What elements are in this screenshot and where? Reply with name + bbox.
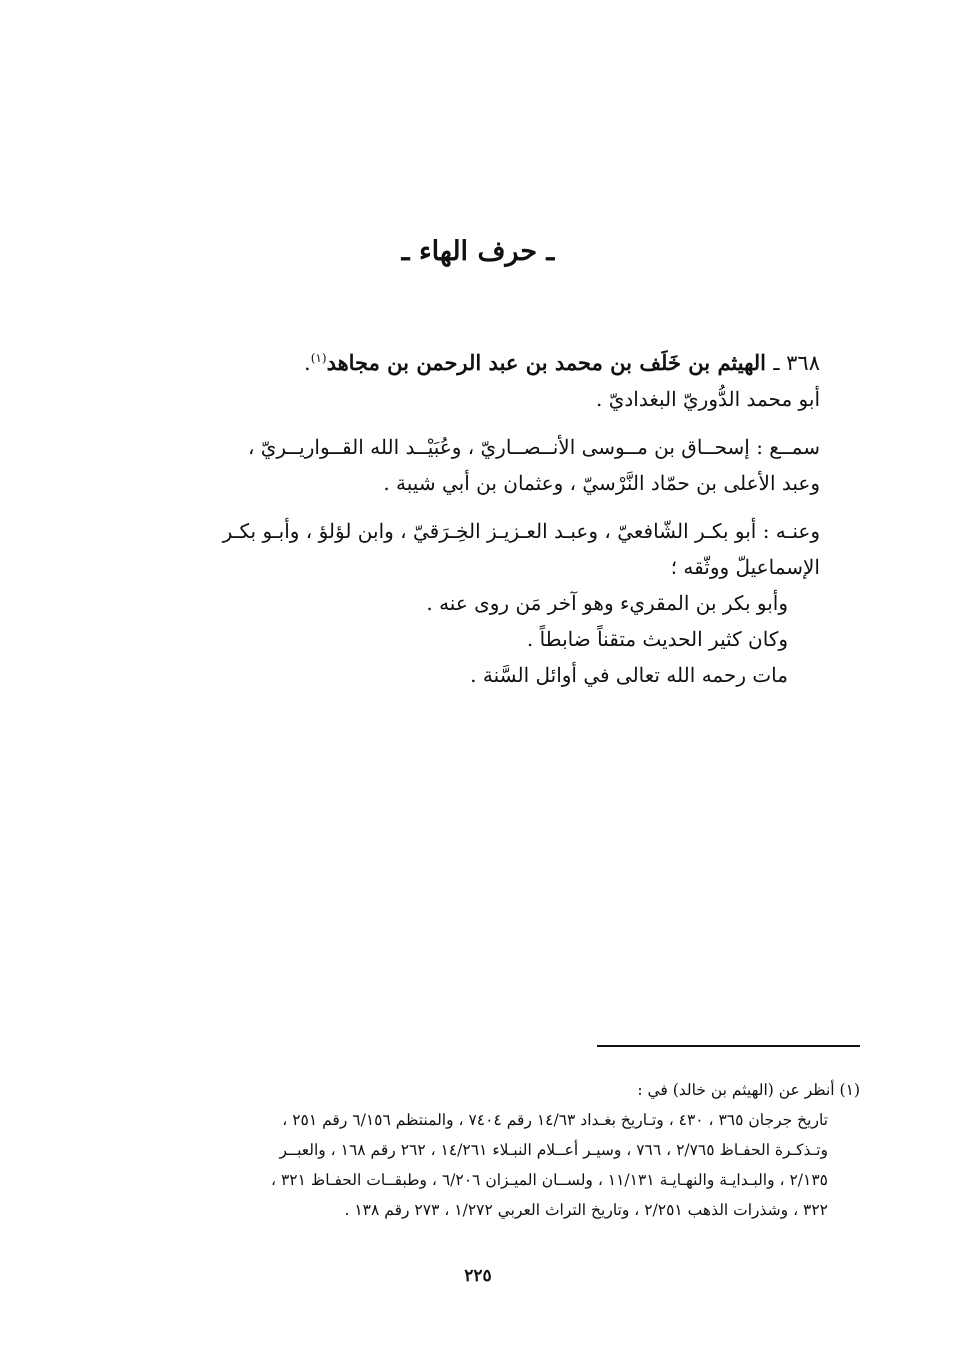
note-line-3: مات رحمه الله تعالى في أوائل السَّنة .	[470, 663, 788, 687]
narrated-by-line-1: وعنـه : أبو بكـر الشّافعيّ ، وعبـد العـزيـز الخِـرَقيّ ، وابن لؤلؤ ، وأبـو بكـر	[222, 519, 820, 543]
heard-from-line-1: سمــع : إسحــاق بن مــوسى الأنــصــاريّ ، وعُبَيْــد الله القــواريــريّ ،	[247, 435, 820, 459]
footnote-line-3: ٢/١٣٥ ، والبـدايـة والنهـايـة ١١/١٣١ ، ولســان الميـزان ٦/٢٠٦ ، وطبقــات الحفـاظ ٣٢١ ،	[271, 1171, 828, 1189]
footnote-number: (١)	[839, 1081, 860, 1099]
narrated-by-line-2: الإسماعيلّ ووثّقه ؛	[670, 555, 820, 579]
note-line-1: وأبو بكر بن المقريء وهو آخر مَن روى عنه .	[426, 591, 788, 615]
footnote-line-1: تاريخ جرجان ٣٦٥ ، ٤٣٠ ، وتـاريخ بغـداد ١٤/٦٣ رقم ٧٤٠٤ ، والمنتظم ٦/١٥٦ رقم ٢٥١ ،	[282, 1111, 828, 1129]
footnote-reference[interactable]: (١)	[310, 351, 327, 365]
note-line-2: وكان كثير الحديث متقناً ضابطاً .	[526, 627, 788, 651]
entry-heading	[125, 340, 820, 381]
footnotes-section	[125, 1075, 860, 1225]
footnote-line-2: وتـذكـرة الحفـاظ ٢/٧٦٥ ، ٧٦٦ ، وسيـر أعــلام النبـلاء ١٤/٢٦١ ، ٢٦٢ رقم ١٦٨ ، والعبــر	[279, 1141, 828, 1159]
entry-name: الهيثم بن خَلَف بن محمد بن عبد الرحمن بن مجاهد	[326, 350, 767, 375]
footnote-intro-line	[125, 1075, 860, 1105]
biography-entry	[125, 340, 820, 693]
spacer	[125, 417, 820, 429]
page-number: ٢٢٥	[464, 1266, 492, 1286]
entry-name-end: .	[304, 351, 311, 375]
footnote-line-4: ٣٢٢ ، وشذرات الذهب ٢/٢٥١ ، وتاريخ التراث العربي ١/٢٧٢ ، ٢٧٣ رقم ١٣٨ .	[344, 1201, 828, 1219]
footnote-divider	[597, 1045, 860, 1047]
entry-kunya: أبو محمد الدُّوريّ البغداديّ .	[596, 387, 820, 411]
spacer	[125, 501, 820, 513]
footnote-intro: أنظر عن (الهيثم بن خالد) في :	[637, 1081, 835, 1099]
chapter-title: ـ حرف الهاء ـ	[401, 236, 555, 267]
entry-number: ٣٦٨ ـ	[773, 351, 820, 375]
heard-from-line-2: وعبد الأعلى بن حمّاد النَّرْسيّ ، وعثمان بن أبي شيبة .	[383, 471, 820, 495]
